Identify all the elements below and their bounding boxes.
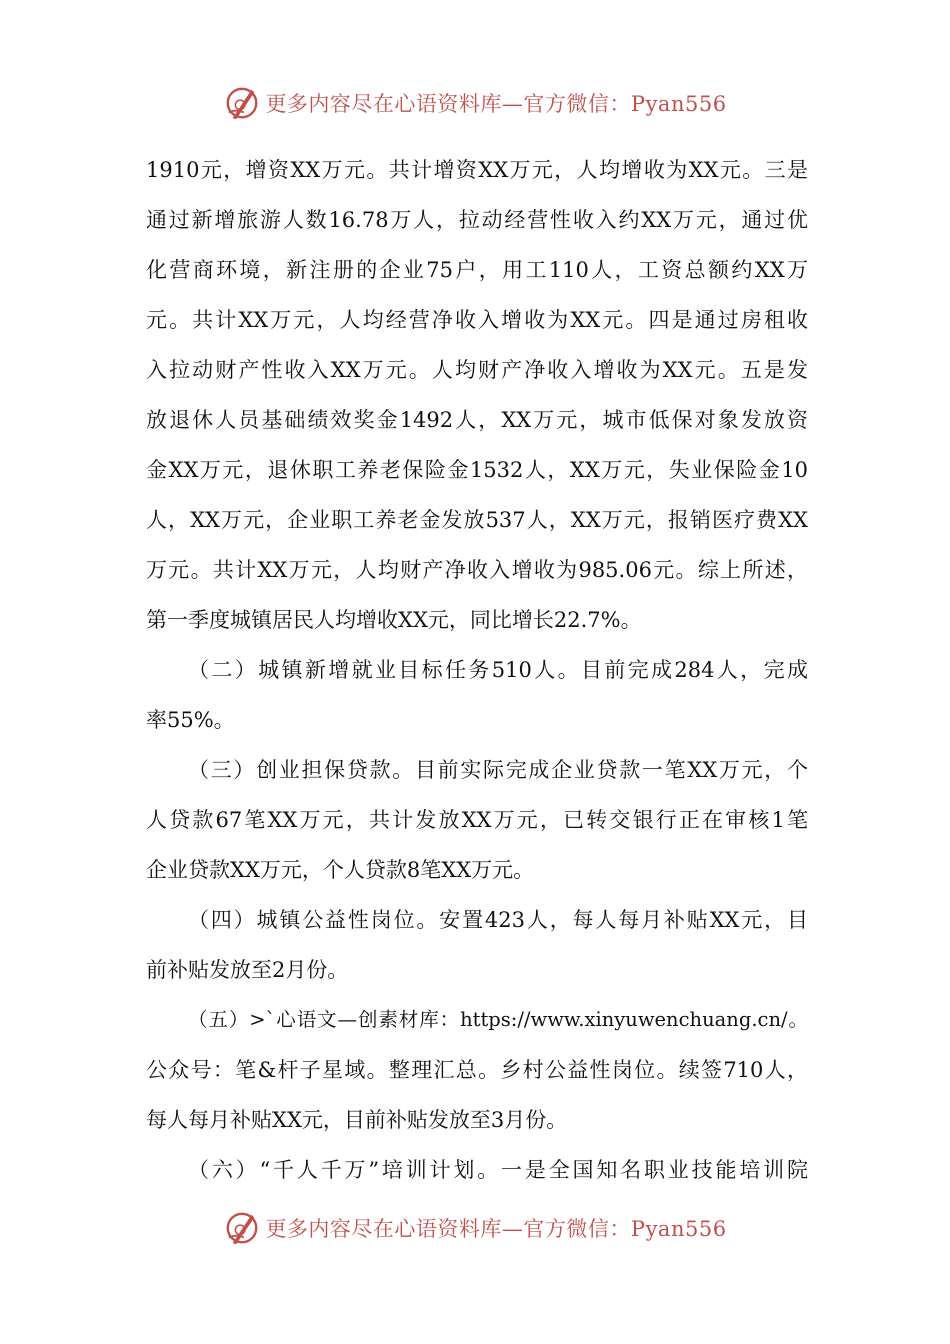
body-text-line: 金XX万元，退休职工养老保险金1532人，XX万元，失业保险金10	[146, 458, 808, 482]
body-text-line: （二）城镇新增就业目标任务510人。目前完成284人，完成	[188, 658, 808, 682]
body-text-line: 前补贴发放至2月份。	[146, 958, 349, 982]
body-text-line: （六）“千人千万”培训计划。一是全国知名职业技能培训院	[188, 1158, 808, 1182]
body-text-line: 通过新增旅游人数16.78万人，拉动经营性收入约XX万元，通过优	[146, 208, 808, 232]
body-text-line: 万元。共计XX万元，人均财产净收入增收为985.06元。综上所述，	[146, 558, 808, 582]
body-text-line: （三）创业担保贷款。目前实际完成企业贷款一笔XX万元，个	[188, 758, 808, 782]
body-text-line: 第一季度城镇居民人均增收XX元，同比增长22.7%。	[146, 608, 642, 632]
header-banner	[0, 83, 950, 123]
body-text-line: 入拉动财产性收入XX万元。人均财产净收入增收为XX元。五是发	[146, 358, 808, 382]
footer-banner-text: 更多内容尽在心语资料库—官方微信：Pyan556	[265, 1217, 727, 1241]
body-text-line: 化营商环境，新注册的企业75户，用工110人，工资总额约XX万	[146, 258, 808, 282]
pen-circle-logo-icon	[223, 84, 261, 122]
body-text-line: 企业贷款XX万元，个人贷款8笔XX万元。	[146, 858, 535, 882]
document-body	[146, 145, 808, 1195]
footer-banner	[0, 1208, 950, 1248]
pen-circle-logo-icon	[223, 1209, 261, 1247]
body-text-line: 放退休人员基础绩效奖金1492人，XX万元，城市低保对象发放资	[146, 408, 808, 432]
body-text-line: 人，XX万元，企业职工养老金发放537人，XX万元，报销医疗费XX	[146, 508, 808, 532]
body-text-line: （四）城镇公益性岗位。安置423人，每人每月补贴XX元，目	[188, 908, 808, 932]
body-text-line: 元。共计XX万元，人均经营净收入增收为XX元。四是通过房租收	[146, 308, 808, 332]
body-text-line: 率55%。	[146, 708, 235, 732]
body-text-line: （五）>`心语文—创素材库：https://www.xinyuwenchuang.cn/。	[188, 1008, 808, 1031]
body-text-line: 人贷款67笔XX万元，共计发放XX万元，已转交银行正在审核1笔	[146, 808, 808, 832]
header-banner-text: 更多内容尽在心语资料库—官方微信：Pyan556	[265, 92, 727, 116]
body-text-line: 每人每月补贴XX元，目前补贴发放至3月份。	[146, 1108, 568, 1132]
body-text-line: 公众号：笔&杆子星域。整理汇总。乡村公益性岗位。续签710人，	[146, 1058, 808, 1082]
body-text-line: 1910元，增资XX万元。共计增资XX万元，人均增收为XX元。三是	[146, 158, 808, 182]
